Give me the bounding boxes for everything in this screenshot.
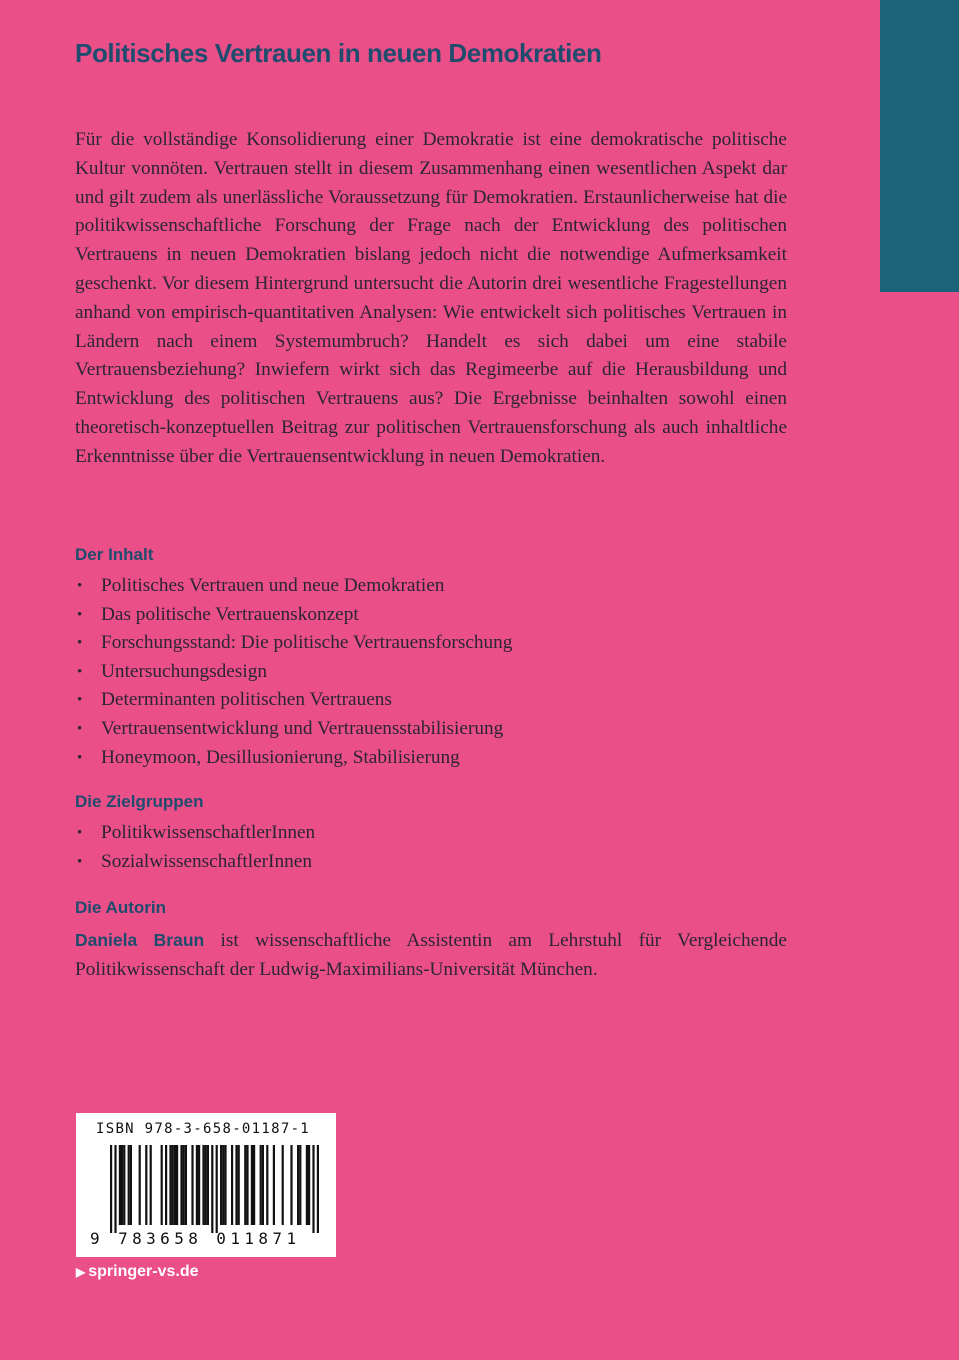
- barcode-bar: [169, 1145, 171, 1225]
- list-item: • SozialwissenschaftlerInnen: [75, 848, 315, 877]
- barcode-bar: [290, 1145, 292, 1225]
- list-item: • Politisches Vertrauen und neue Demokratien: [75, 572, 512, 601]
- author-bio-text: ist wissenschaftliche Assistentin am Lehrstuhl für Vergleichende Politikwissenschaft der Ludwig-Maximilians-Universität München.: [75, 930, 787, 980]
- barcode-bar: [198, 1145, 200, 1225]
- barcode-bar: [139, 1145, 141, 1225]
- barcode-bar: [145, 1145, 147, 1225]
- website-text: springer-vs.de: [88, 1263, 199, 1280]
- list-item: • Honeymoon, Desillusionierung, Stabilisierung: [75, 744, 512, 773]
- contents-list: [75, 572, 512, 772]
- barcode-bar: [244, 1145, 246, 1225]
- barcode-bar: [161, 1145, 163, 1225]
- barcode-bar: [176, 1145, 178, 1225]
- list-item: • PolitikwissenschaftlerInnen: [75, 819, 315, 848]
- arrow-right-icon: ▶: [76, 1265, 86, 1279]
- side-color-tab: [880, 0, 959, 292]
- isbn-barcode: [76, 1113, 336, 1257]
- barcode-bar: [205, 1145, 207, 1225]
- barcode-bar: [262, 1145, 264, 1225]
- contents-heading: Der Inhalt: [75, 545, 154, 564]
- barcode-bar: [128, 1145, 130, 1225]
- barcode-bar: [202, 1145, 204, 1225]
- barcode-bar: [246, 1145, 248, 1225]
- barcode-bar: [196, 1145, 198, 1225]
- barcode-bar: [222, 1145, 224, 1225]
- barcode-bar: [191, 1145, 193, 1225]
- barcode-bar: [224, 1145, 226, 1225]
- barcode-bar: [150, 1145, 152, 1225]
- barcode-bar: [119, 1145, 121, 1225]
- barcode-bar: [220, 1145, 222, 1225]
- list-item: • Vertrauensentwicklung und Vertrauensstabilisierung: [75, 715, 512, 744]
- barcode-bar: [238, 1145, 240, 1225]
- barcode-bar: [183, 1145, 185, 1225]
- book-title: Politisches Vertrauen in neuen Demokratien: [75, 38, 602, 68]
- list-item: • Determinanten politischen Vertrauens: [75, 686, 512, 715]
- barcode-bar: [251, 1145, 253, 1225]
- isbn-label: ISBN 978-3-658-01187-1: [96, 1121, 311, 1137]
- audience-list: [75, 819, 315, 876]
- barcode-bar: [121, 1145, 123, 1225]
- barcode-bar: [211, 1145, 213, 1233]
- barcode-bar: [185, 1145, 187, 1225]
- barcode-bar: [273, 1145, 275, 1225]
- barcode-bar: [123, 1145, 125, 1225]
- audience-heading: Die Zielgruppen: [75, 792, 204, 811]
- barcode-bar: [260, 1145, 262, 1225]
- book-description: Für die vollständige Konsolidierung einer Demokratie ist eine demokratische politische Kultur vonnöten. Vertrauen stellt in diesem Zusammenhang einen wesentlichen Aspekt dar und gilt zudem als unerlässliche Voraussetzung für Demokratien. Erstaunlicherweise hat die politikwissenschaftliche Forschung der Frage nach der Entwicklung des politischen Vertrauens in neuen Demokratien bislang jedoch nicht die notwendige Aufmerksamkeit geschenkt. Vor diesem Hintergrund untersucht die Autorin drei wesentliche Fragestellungen anhand von empirisch-quantitativen Analysen: Wie entwickelt sich politisches Vertrauen in Ländern nach einem Systemumbruch? Handelt es sich dabei um eine stabile Vertrauensbeziehung? Inwiefern wirkt sich das Regimeerbe auf die Herausbildung und Entwicklung des politischen Vertrauens aus? Die Ergebnisse beinhalten sowohl einen theoretisch-konzeptuellen Beitrag zur politischen Vertrauensforschung als auch inhaltliche Erkenntnisse über die Vertrauensentwicklung in neuen Demokratien.: [75, 129, 787, 467]
- author-name: Daniela Braun: [75, 930, 205, 950]
- author-bio: [75, 926, 787, 985]
- barcode-bar: [231, 1145, 233, 1225]
- barcode-digits: 9 783658 011871: [90, 1229, 301, 1248]
- list-item: • Das politische Vertrauenskonzept: [75, 601, 512, 630]
- barcode-bar: [266, 1145, 268, 1225]
- barcode-bar: [130, 1145, 132, 1225]
- barcode-bar: [308, 1145, 310, 1225]
- barcode-bar: [297, 1145, 299, 1225]
- barcode-bar: [312, 1145, 314, 1233]
- barcode-bar: [253, 1145, 255, 1225]
- barcode-bar: [165, 1145, 167, 1225]
- list-item: • Forschungsstand: Die politische Vertrauensforschung: [75, 629, 512, 658]
- barcode-bars: [76, 1143, 336, 1233]
- barcode-bar: [172, 1145, 174, 1225]
- barcode-bar: [216, 1145, 218, 1233]
- barcode-bar: [174, 1145, 176, 1225]
- barcode-bar: [317, 1145, 319, 1233]
- barcode-bar: [306, 1145, 308, 1225]
- publisher-website[interactable]: [76, 1263, 199, 1281]
- barcode-bar: [299, 1145, 301, 1225]
- list-item: • Untersuchungsdesign: [75, 658, 512, 687]
- barcode-bar: [207, 1145, 209, 1225]
- barcode-bar: [180, 1145, 182, 1225]
- barcode-bar: [114, 1145, 116, 1233]
- author-heading: Die Autorin: [75, 898, 166, 917]
- barcode-bar: [235, 1145, 237, 1225]
- barcode-bar: [282, 1145, 284, 1225]
- barcode-bar: [110, 1145, 112, 1233]
